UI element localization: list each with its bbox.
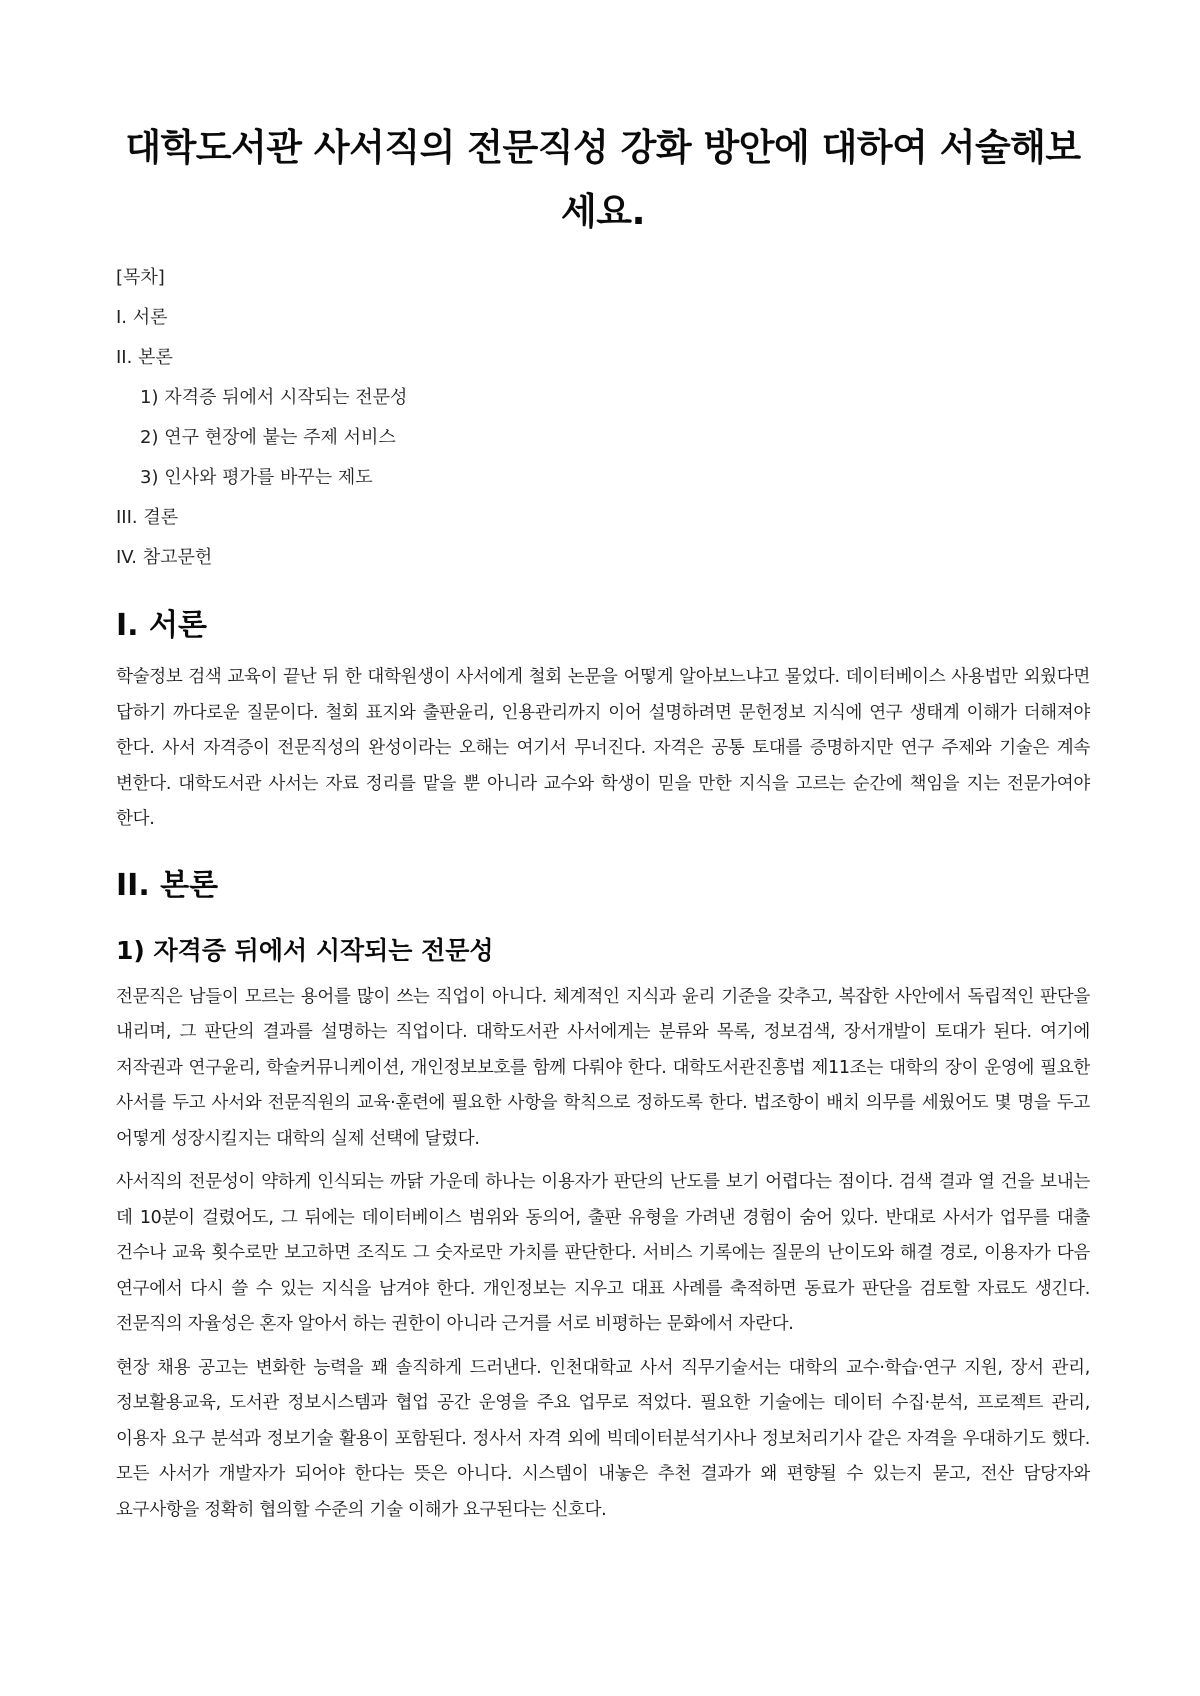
toc-item: IV. 참고문헌 <box>116 547 213 568</box>
document-title: 대학도서관 사서직의 전문직성 강화 방안에 대하여 서술해보세요. <box>125 126 1081 233</box>
section-heading: I. 서론 <box>116 608 207 643</box>
paragraph: 사서직의 전문성이 약하게 인식되는 까닭 가운데 하나는 이용자가 판단의 난도를 보기 어렵다는 점이다. 검색 결과 열 건을 보내는 데 10분이 걸렸어도, 그 뒤에는 데이터베이스 범위와 동의어, 출판 유형을 가려낸 경험이 숨어 있다. 반대로 사서가 업무를 대출 건수나 교육 횟수로만 보고하면 조직도 그 숫자로만 가치를 판단한다. 서비스 기록에는 질문의 난이도와 해결 경로, 이용자가 다음 연구에서 다시 쓸 수 있는 지식을 남겨야 한다. 개인정보는 지우고 대표 사례를 축적하면 동료가 판단을 검토할 자료도 생긴다. 전문직의 자율성은 혼자 알아서 하는 권한이 아니라 근거를 서로 비평하는 문화에서 자란다. <box>116 1172 1090 1334</box>
table-of-contents <box>116 258 1090 578</box>
toc-item: III. 결론 <box>116 507 179 528</box>
toc-heading: [목차] <box>116 267 165 288</box>
toc-item: I. 서론 <box>116 307 168 328</box>
subsection-heading: 1) 자격증 뒤에서 시작되는 전문성 <box>116 935 494 965</box>
toc-item: II. 본론 <box>116 347 173 368</box>
toc-subitem: 1) 자격증 뒤에서 시작되는 전문성 <box>140 387 408 408</box>
toc-subitem: 2) 연구 현장에 붙는 주제 서비스 <box>140 427 396 448</box>
paragraph: 전문직은 남들이 모르는 용어를 많이 쓰는 직업이 아니다. 체계적인 지식과 윤리 기준을 갖추고, 복잡한 사안에서 독립적인 판단을 내리며, 그 판단의 결과를 설명하는 직업이다. 대학도서관 사서에게는 분류와 목록, 정보검색, 장서개발이 토대가 된다. 여기에 저작권과 연구윤리, 학술커뮤니케이션, 개인정보보호를 함께 다뤄야 한다. 대학도서관진흥법 제11조는 대학의 장이 운영에 필요한 사서를 두고 사서와 전문직원의 교육·훈련에 필요한 사항을 학칙으로 정하도록 한다. 법조항이 배치 의무를 세웠어도 몇 명을 두고 어떻게 성장시킬지는 대학의 실제 선택에 달렸다. <box>116 986 1090 1149</box>
paragraph: 학술정보 검색 교육이 끝난 뒤 한 대학원생이 사서에게 철회 논문을 어떻게 알아보느냐고 물었다. 데이터베이스 사용법만 외웠다면 답하기 까다로운 질문이다. 철회 표지와 출판윤리, 인용관리까지 이어 설명하려면 문헌정보 지식에 연구 생태계 이해가 더해져야 한다. 사서 자격증이 전문직성의 완성이라는 오해는 여기서 무너진다. 자격은 공통 토대를 증명하지만 연구 주제와 기술은 계속 변한다. 대학도서관 사서는 자료 정리를 맡을 뿐 아니라 교수와 학생이 믿을 만한 지식을 고르는 순간에 책임을 지는 전문가여야 한다. <box>116 667 1091 829</box>
section-heading: II. 본론 <box>116 867 219 903</box>
introduction-section <box>116 600 1090 838</box>
paragraph: 현장 채용 공고는 변화한 능력을 꽤 솔직하게 드러낸다. 인천대학교 사서 직무기술서는 대학의 교수·학습·연구 지원, 장서 관리, 정보활용교육, 도서관 정보시스템과 협업 공간 운영을 주요 업무로 적었다. 필요한 기술에는 데이터 수집·분석, 프로젝트 관리, 이용자 요구 분석과 정보기술 활용이 포함된다. 정사서 자격 외에 빅데이터분석기사나 정보처리기사 같은 자격을 우대하기도 했다. 모든 사서가 개발자가 되어야 한다는 뜻은 아니다. 시스템이 내놓은 추천 결과가 왜 편향될 수 있는지 묻고, 전산 담당자와 요구사항을 정확히 협의할 수준의 기술 이해가 요구된다는 신호다. <box>116 1357 1090 1520</box>
body-section <box>116 860 1090 1529</box>
toc-subitem: 3) 인사와 평가를 바꾸는 제도 <box>140 467 373 488</box>
